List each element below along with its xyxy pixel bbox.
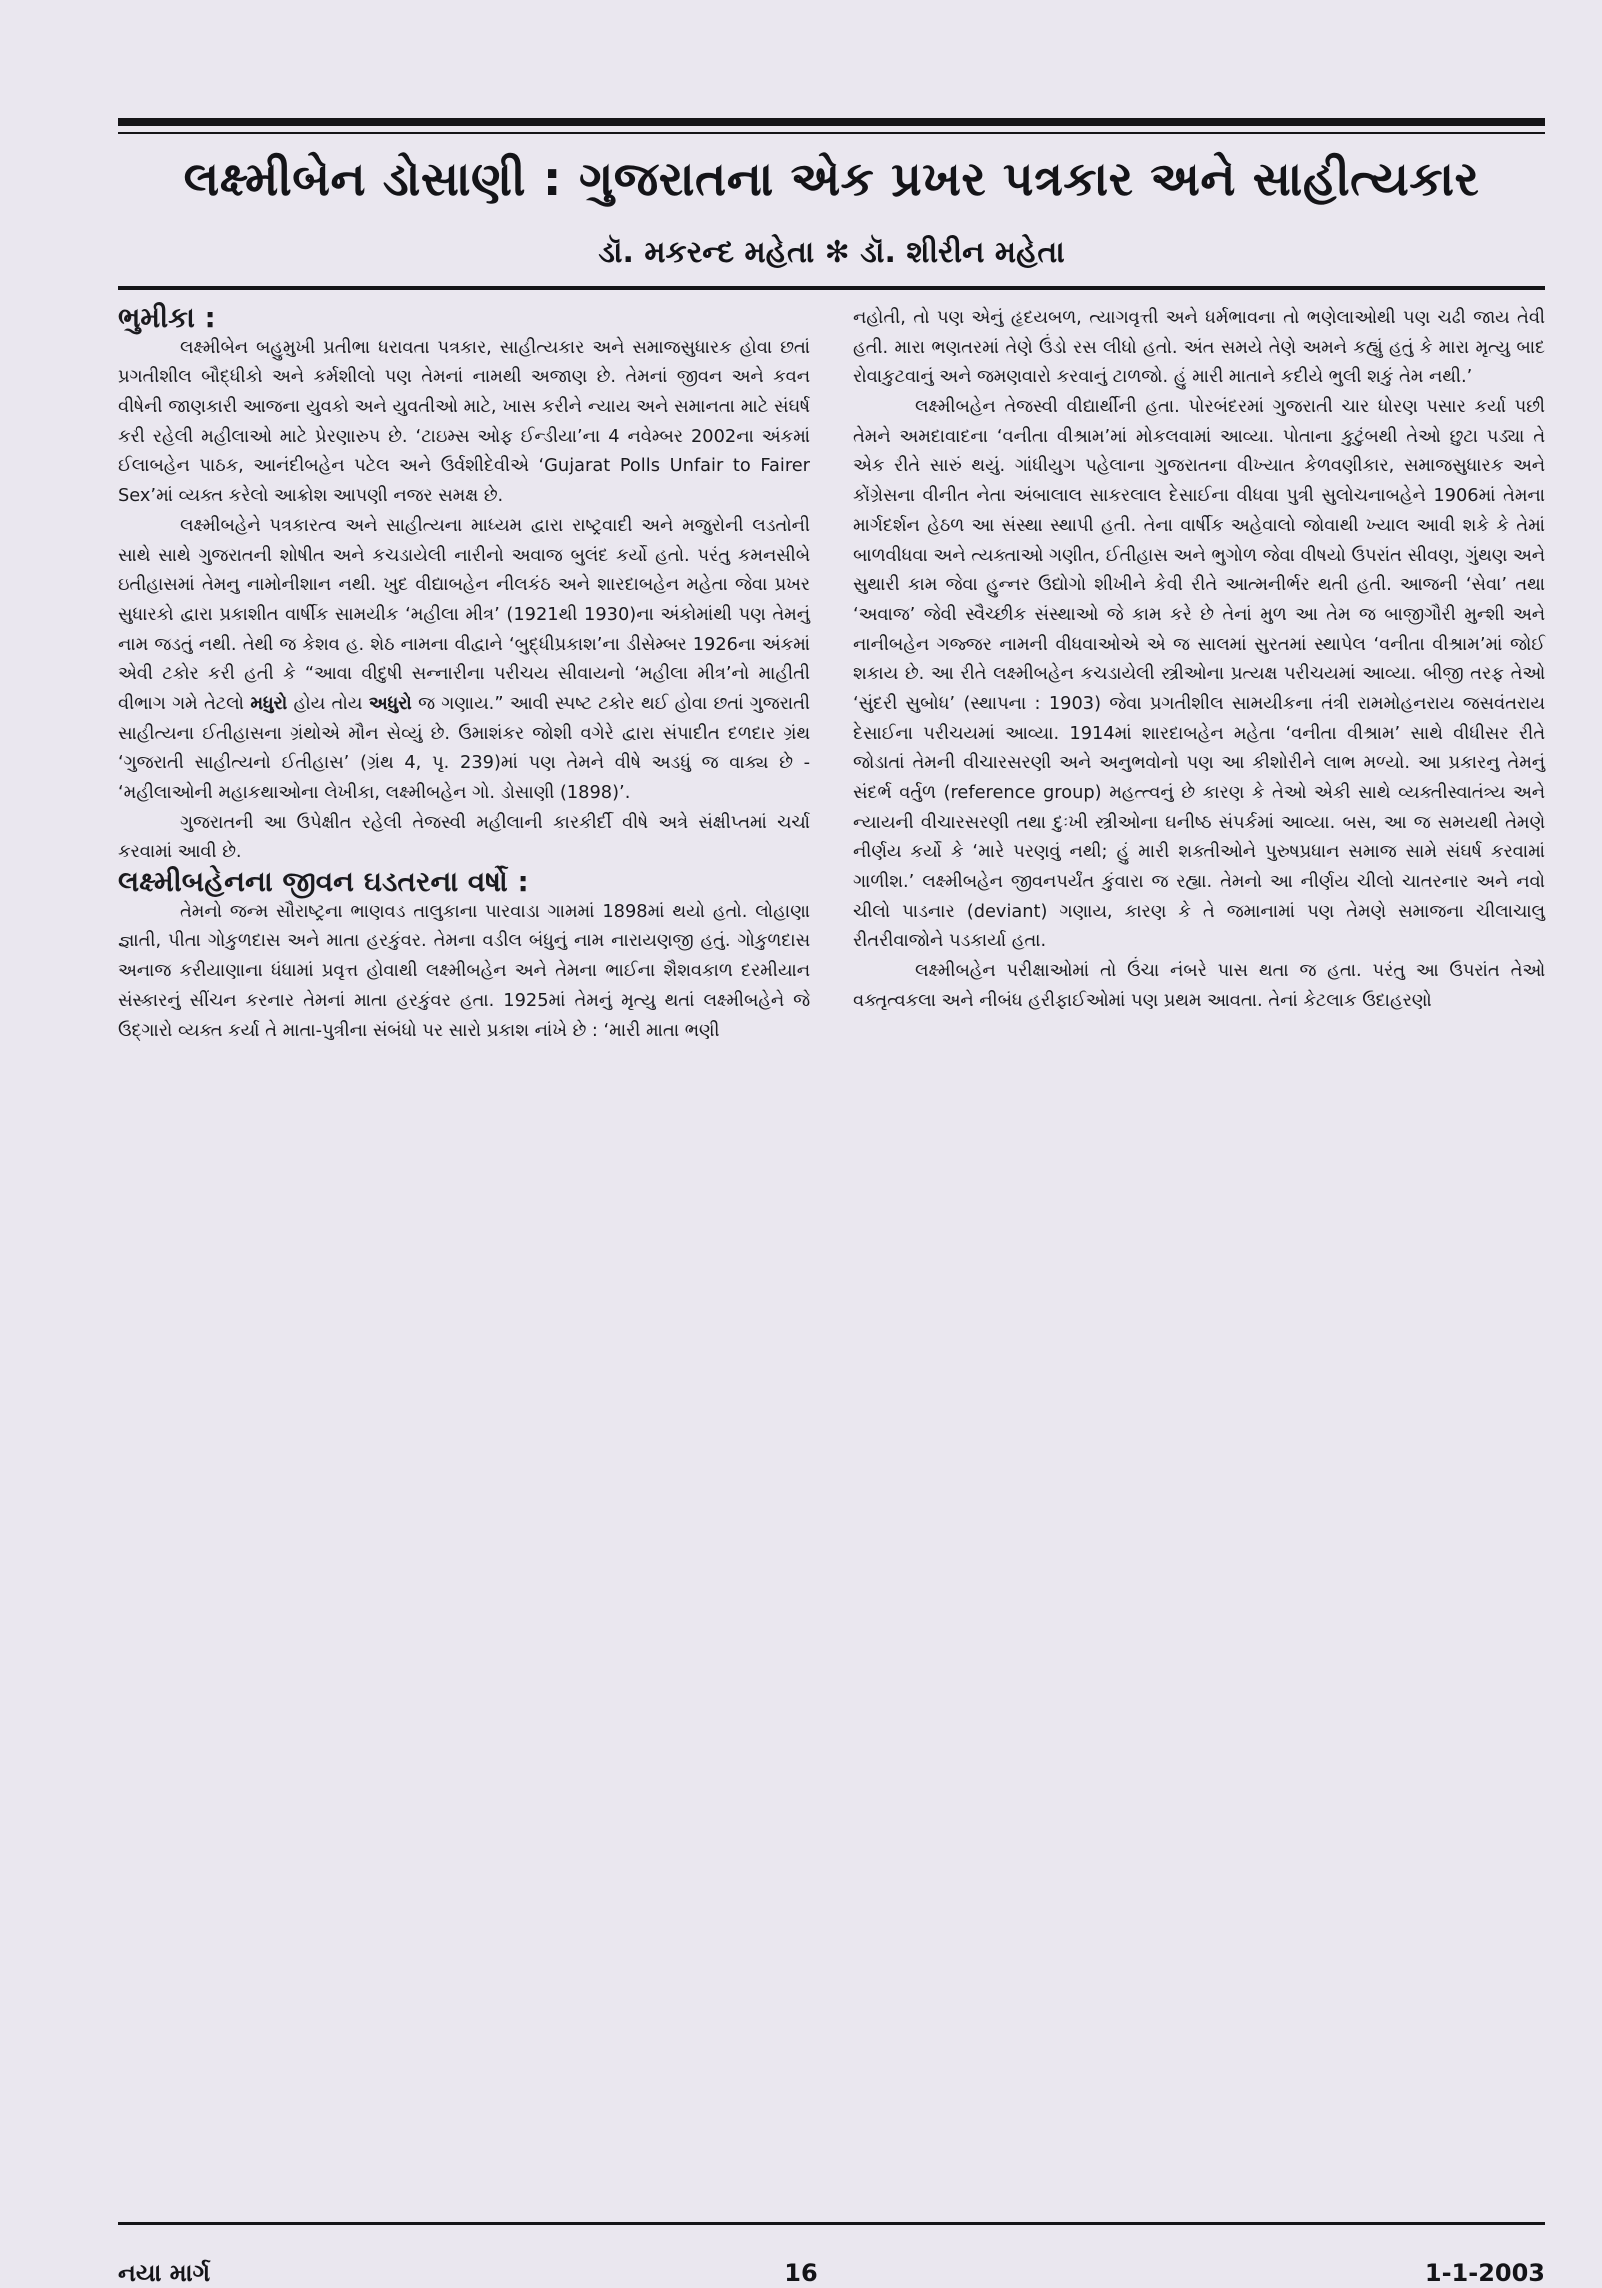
paragraph-text: લક્ષ્મીબહેને પત્રકારત્વ અને સાહીત્યના માધ્યમ દ્વારા રાષ્ટ્રવાદી અને મજુરોની લડતોની સાથે સાથે ગુજરાતની શોષીત અને કચડાયેલી નારીનો અવાજ બુલંદ કર્યો હતો. પરંતુ કમનસીબે ઇતીહાસમાં તેમનુ નામોનીશાન નથી. ખુદ વીદ્યાબહેન નીલકંઠ અને શારદાબહેન મહેતા જેવા પ્રખર સુધારકો દ્વારા પ્રકાશીત વાર્ષીક સામયીક ‘મહીલા મીત્ર’ (1921થી 1930)ના અંકોમાંથી પણ તેમનું નામ જડતું નથી. તેથી જ કેશવ હ. શેઠ નામના વીદ્વાને ‘બુદ્ધીપ્રકાશ’ના ડીસેમ્બર 1926ના અંકમાં એવી ટકોર કરી હતી કે “આવા વીદુષી સન્નારીના પરીચય સીવાયનો ‘મહીલા મીત્ર’નો માહીતી વીભાગ ગમે તેટલો (118, 514, 810, 714)
article-title: લક્ષ્મીબેન ડોસાણી : ગુજરાતના એક પ્રખર પત્રકાર અને સાહીત્યકાર (183, 152, 1480, 207)
footer-rule (118, 2222, 1545, 2225)
paragraph-intro: લક્ષ્મીબેન બહુમુખી પ્રતીભા ધરાવતા પત્રકાર, સાહીત્યકાર અને સમાજસુધારક હોવા છતાં પ્રગતીશીલ બૌદ્ધીકો અને કર્મશીલો પણ તેમનાં નામથી અજાણ છે. તેમનાં જીવન અને કવન વીષેની જાણકારી આજના યુવકો અને યુવતીઓ માટે, ખાસ કરીને ન્યાય અને સમાનતા માટે સંઘર્ષ કરી રહેલી મહીલાઓ માટે પ્રેરણારુપ છે. ‘ટાઇમ્સ ઓફ ઈન્ડીયા’ના 4 નવેમ્બર 2002ના અંકમાં ઈલાબહેન પાઠક, આનંદીબહેન પટેલ અને ઉર્વશીદેવીએ ‘Gujarat Polls Unfair to Fairer Sex’માં વ્યક્ત કરેલો આક્રોશ આપણી નજર સમક્ષ છે. (118, 336, 810, 507)
paragraph-exams: લક્ષ્મીબહેન પરીક્ષાઓમાં તો ઉંચા નંબરે પાસ થતા જ હતા. પરંતુ આ ઉપરાંત તેઓ વક્તૃત્વકલા અને નીબંધ હરીફાઈઓમાં પણ પ્રથમ આવતા. તેનાં કેટલાક ઉદાહરણો (853, 960, 1545, 1011)
paragraph-birth: તેમનો જન્મ સૌરાષ્ટ્રના ભાણવડ તાલુકાના પારવાડા ગામમાં 1898માં થયો હતો. લોહાણા જ્ઞાતી, પીતા ગોકુળદાસ અને માતા હરકુંવર. તેમના વડીલ બંધુનું નામ નારાયણજી હતું. ગોકુળદાસ અનાજ કરીયાણાના ધંધામાં પ્રવૃત્ત હોવાથી લક્ષ્મીબહેન અને તેમના ભાઈના શૈશવકાળ દરમીયાન સંસ્કારનું સીંચન કરનાર તેમનાં માતા હરકુંવર હતા. 1925માં તેમનું મૃત્યુ થતાં લક્ષ્મીબહેને જે ઉદ્ગારો વ્યક્ત કર્યા તે માતા-પુત્રીના સંબંધો પર સારો પ્રકાશ નાંખે છે : ‘મારી માતા ભણી (118, 900, 810, 1041)
emphasis-text: મધુરો (250, 692, 288, 714)
section-heading-intro: ભુમીકા : (118, 301, 216, 334)
paragraph-journalism (118, 511, 810, 808)
paragraph-vanita-vishram: લક્ષ્મીબહેન તેજસ્વી વીદ્યાર્થીની હતા. પોરબંદરમાં ગુજરાતી ચાર ધોરણ પસાર કર્યા પછી તેમને અમદાવાદના ‘વનીતા વીશ્રામ’માં મોકલવામાં આવ્યા. પોતાના કુટુંબથી તેઓ છુટા પડ્યા તે એક રીતે સારું થયું. ગાંધીયુગ પહેલાના ગુજરાતના વીખ્યાત કેળવણીકાર, સમાજસુધારક અને કોંગ્રેસના વીનીત નેતા અંબાલાલ સાકરલાલ દેસાઈના વીધવા પુત્રી સુલોચનાબહેને 1906માં તેમના માર્ગદર્શન હેઠળ આ સંસ્થા સ્થાપી હતી. તેના વાર્ષીક અહેવાલો જોવાથી ખ્યાલ આવી શકે કે તેમાં બાળવીધવા અને ત્યક્તાઓ ગણીત, ઈતીહાસ અને ભુગોળ જેવા વીષયો ઉપરાંત સીવણ, ગુંથણ અને સુથારી કામ જેવા હુન્નર ઉદ્યોગો શીખીને કેવી રીતે આત્મનીર્ભર થતી હતી. આજની ‘સેવા’ તથા ‘અવાજ’ જેવી સ્વૈચ્છીક સંસ્થાઓ જે કામ કરે છે તેનાં મુળ આ તેમ જ બાજીગૌરી મુન્શી અને નાનીબહેન ગજ્જર નામની વીધવાઓએ એ જ સાલમાં સુરતમાં સ્થાપેલ ‘વનીતા વીશ્રામ’માં જોઈ શકાય છે. આ રીતે લક્ષ્મીબહેન કચડાયેલી સ્ત્રીઓના પ્રત્યક્ષ પરીચયમાં આવ્યા. બીજી તરફ તેઓ ‘સુંદરી સુબોધ’ (સ્થાપના : 1903) જેવા પ્રગતીશીલ સામયીકના તંત્રી રામમોહનરાય જસવંતરાય દેસાઈના પરીચયમાં આવ્યા. 1914માં શારદાબહેન મહેતા ‘વનીતા વીશ્રામ’ સાથે વીધીસર રીતે જોડાતાં તેમની વીચારસરણી અને અનુભવોનો પણ આ કીશોરીને લાભ મળ્યો. આ પ્રકારનુ તેમનું સંદર્ભ વર્તુળ (reference group) મહત્ત્વનું છે કારણ કે તેઓ એકી સાથે વ્યક્તીસ્વાતંત્ર્ય અને ન્યાયની વીચારસરણી તથા દુઃખી સ્ત્રીઓના ઘનીષ્ઠ સંપર્કમાં આવ્યા. બસ, આ જ સમયથી તેમણે નીર્ણય કર્યો કે ‘મારે પરણવું નથી; હું મારી શક્તીઓને પુરુષપ્રધાન સમાજ સામે સંઘર્ષ કરવામાં ગાળીશ.’ લક્ષ્મીબહેન જીવનપર્યંત કુંવારા જ રહ્યા. તેમનો આ નીર્ણય ચીલો ચાતરનાર અને નવો ચીલો પાડનાર (deviant) ગણાય, કારણ કે તે જમાનામાં પણ તેમણે સમાજના ચીલાચાલુ રીતરીવાજોને પડકાર્યા હતા. (853, 396, 1545, 952)
paragraph-summary: ગુજરાતની આ ઉપેક્ષીત રહેલી તેજસ્વી મહીલાની કારકીર્દી વીષે અત્રે સંક્ષીપ્તમાં ચર્ચા કરવામાં આવી છે. (118, 811, 810, 863)
paragraph-text: હોય તોય (287, 692, 369, 714)
section-heading-life: લક્ષ્મીબહેનના જીવન ઘડતરના વર્ષો : (118, 865, 529, 899)
top-rule-thick (118, 118, 1545, 126)
right-column (853, 303, 1545, 2213)
left-column (118, 303, 810, 2213)
article-authors: ડૉ. મકરન્દ મહેતા ✻ ડૉ. શીરીન મહેતા (598, 235, 1065, 270)
paragraph-mother-quote: નહોતી, તો પણ એનું હૃદયબળ, ત્યાગવૃત્તી અને ધર્મભાવના તો ભણેલાઓથી પણ ચઢી જાય તેવી હતી. મારા ભણતરમાં તેણે ઉંડો રસ લીધો હતો. અંત સમયે તેણે અમને કહ્યું હતું કે મારા મૃત્યુ બાદ રોવાકુટવાનું અને જમણવારો કરવાનું ટાળજો. હું મારી માતાને કદીયે ભુલી શકું તેમ નથી.’ (853, 307, 1545, 388)
issue-date: 1-1-2003 (1424, 2259, 1545, 2287)
paragraph-text: જ ગણાય.” આવી સ્પષ્ટ ટકોર થઈ હોવા છતાં ગુજરાતી સાહીત્યના ઈતીહાસના ગ્રંથોએ મૌન સેવ્યું છે. ઉમાશંકર જોશી વગેરે દ્વારા સંપાદીત દળદાર ગ્રંથ ‘ગુજરાતી સાહીત્યનો ઈતીહાસ’ (ગ્રંથ 4, પૃ. 239)માં પણ તેમને વીષે અડધું જ વાક્ય છે - ‘મહીલાઓની મહાકથાઓના લેખીકા, લક્ષ્મીબહેન ગો. ડોસાણી (1898)’. (118, 692, 811, 803)
header-rule (118, 286, 1545, 290)
emphasis-text: અધુરો (368, 692, 412, 714)
magazine-name: નયા માર્ગ (118, 2259, 211, 2287)
page-number: 16 (784, 2259, 818, 2287)
top-rule-thin (118, 132, 1545, 134)
